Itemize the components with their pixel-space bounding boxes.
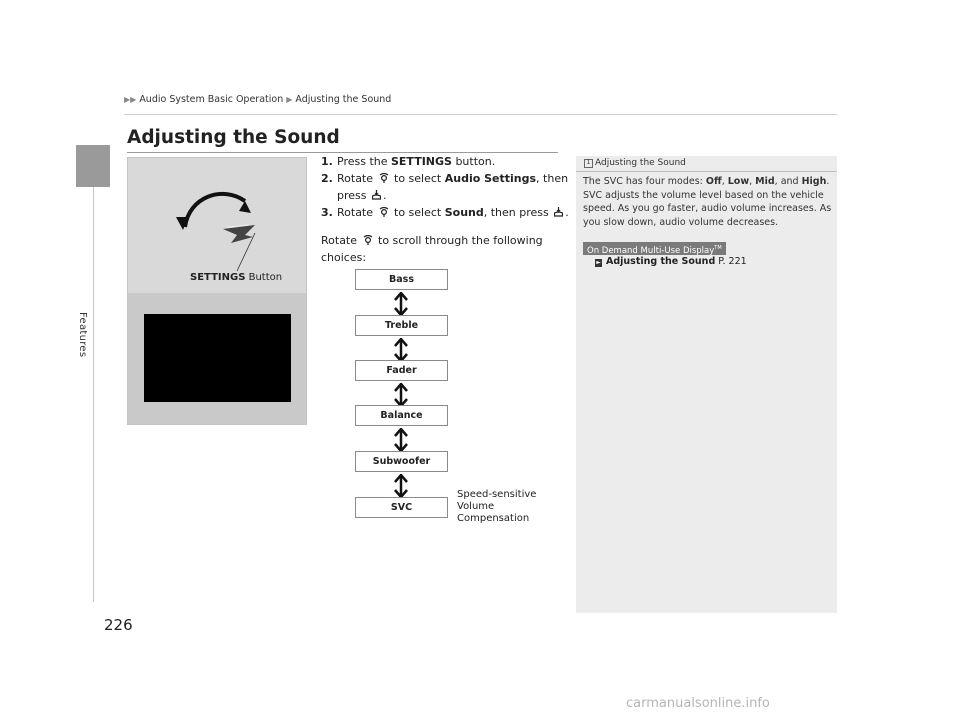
page-number: 226 (104, 616, 133, 634)
choice-balance: Balance (355, 405, 448, 426)
step-1: 1. Press the SETTINGS button. (321, 155, 496, 168)
breadcrumb-item[interactable]: Adjusting the Sound (295, 94, 392, 105)
press-knob-icon (372, 190, 381, 200)
double-arrow-icon (393, 474, 409, 498)
step-2-continued: press . (337, 189, 387, 202)
selector-knob-icon (379, 207, 389, 217)
settings-knob-icon (223, 225, 255, 243)
rotate-intro-continued: choices: (321, 251, 367, 264)
header-rule (124, 114, 837, 115)
double-arrow-icon (393, 428, 409, 452)
selector-knob-icon (379, 173, 389, 183)
step-3: 3. Rotate to select Sound, then press . (321, 206, 569, 219)
svc-description: Speed-sensitive Volume Compensation (457, 489, 537, 524)
rotate-intro: Rotate to scroll through the following (321, 234, 543, 247)
display-screen (144, 314, 291, 402)
chapter-divider (93, 187, 94, 602)
breadcrumb-arrow-icon: ▶▶ (124, 95, 137, 104)
double-arrow-icon (393, 383, 409, 407)
sidebar-text: The SVC has four modes: Off, Low, Mid, and High. SVC adjusts the volume level based on the vehicle speed. As you go faster, audio volume increases. As you slow down, audio volume decreases. (583, 176, 832, 228)
choice-subwoofer: Subwoofer (355, 451, 448, 472)
settings-button-callout: SETTINGS Button (190, 272, 283, 283)
breadcrumb (124, 94, 391, 105)
press-knob-icon (554, 207, 563, 217)
choice-treble: Treble (355, 315, 448, 336)
choice-bass: Bass (355, 269, 448, 290)
choice-fader: Fader (355, 360, 448, 381)
page-title: Adjusting the Sound (127, 127, 340, 148)
double-arrow-icon (393, 338, 409, 362)
display-type-badge: On Demand Multi-Use Display™ (583, 242, 726, 255)
reference-arrow-icon: ► (596, 259, 601, 266)
watermark: carmanualsonline.info (626, 696, 770, 711)
step-2: 2. Rotate to select Audio Settings, then (321, 172, 569, 185)
chapter-label: Features (77, 312, 88, 358)
note-icon: 1 (584, 159, 593, 168)
chapter-tab (76, 145, 110, 187)
selector-knob-icon (363, 235, 373, 245)
breadcrumb-item[interactable]: Audio System Basic Operation (139, 94, 284, 105)
choice-svc: SVC (355, 497, 448, 518)
sidebar-heading: 1 Adjusting the Sound (576, 156, 837, 172)
breadcrumb-arrow-icon: ▶ (286, 95, 293, 104)
double-arrow-icon (393, 292, 409, 316)
page-reference-link[interactable]: ► Adjusting the Sound P. 221 (596, 256, 747, 267)
